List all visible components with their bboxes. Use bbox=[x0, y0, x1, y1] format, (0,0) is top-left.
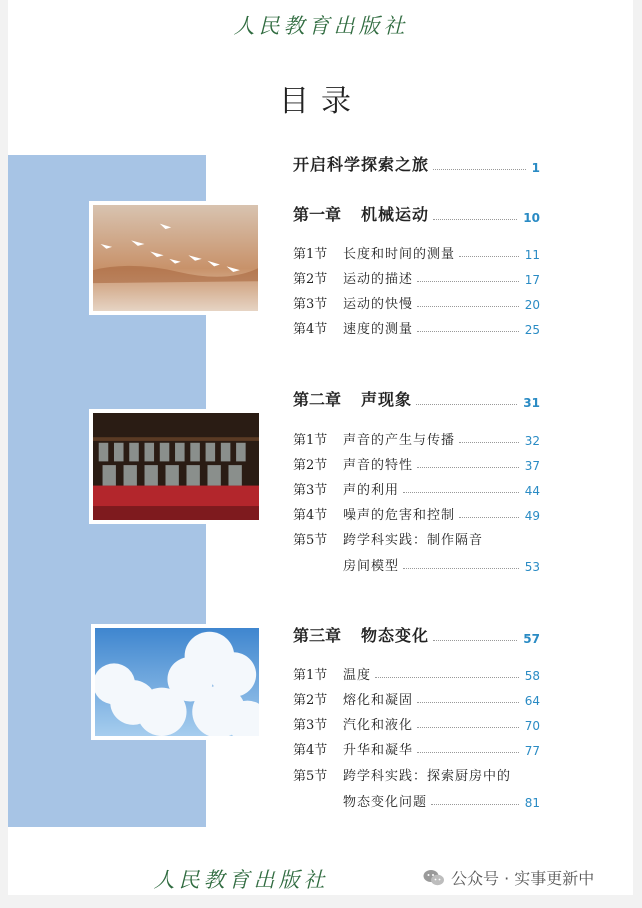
leader-dots bbox=[433, 169, 526, 170]
section-title: 声的利用 bbox=[343, 483, 400, 498]
leader-dots bbox=[417, 752, 519, 753]
section-title: 声音的特性 bbox=[343, 458, 414, 473]
leader-dots bbox=[433, 219, 517, 220]
page-number: 57 bbox=[523, 632, 540, 646]
toc-section[interactable] bbox=[293, 501, 540, 523]
toc-section[interactable] bbox=[293, 661, 540, 683]
leader-dots bbox=[459, 256, 519, 257]
toc-section[interactable] bbox=[293, 290, 540, 312]
chapter-label: 第二章 bbox=[293, 390, 342, 409]
section-title: 跨学科实践：探索厨房中的 bbox=[343, 769, 512, 784]
section-title: 运动的快慢 bbox=[343, 297, 414, 312]
leader-dots bbox=[417, 702, 519, 703]
section-title-line2: 房间模型 bbox=[343, 559, 400, 574]
toc-section-continued[interactable] bbox=[343, 552, 540, 574]
section-number: 第2节 bbox=[293, 458, 328, 473]
section-title: 长度和时间的测量 bbox=[343, 247, 456, 262]
toc-section[interactable] bbox=[293, 476, 540, 498]
page-number: 10 bbox=[523, 211, 540, 225]
section-number: 第3节 bbox=[293, 718, 328, 733]
wechat-icon bbox=[423, 869, 445, 887]
toc-chapter-1[interactable] bbox=[293, 203, 540, 225]
section-number: 第4节 bbox=[293, 508, 328, 523]
page-number: 53 bbox=[524, 560, 540, 574]
section-number: 第2节 bbox=[293, 272, 328, 287]
toc-section[interactable] bbox=[293, 686, 540, 708]
leader-dots bbox=[417, 331, 519, 332]
section-title: 跨学科实践：制作隔音 bbox=[343, 533, 484, 548]
chapter-title: 物态变化 bbox=[361, 626, 430, 645]
page-number: 1 bbox=[531, 161, 540, 175]
section-title: 升华和凝华 bbox=[343, 743, 414, 758]
page-number: 25 bbox=[524, 323, 540, 337]
page-number: 49 bbox=[524, 509, 540, 523]
section-number: 第1节 bbox=[293, 247, 328, 262]
section-title: 汽化和液化 bbox=[343, 718, 414, 733]
section-number: 第5节 bbox=[293, 533, 328, 548]
section-number: 第3节 bbox=[293, 297, 328, 312]
section-number: 第2节 bbox=[293, 693, 328, 708]
page-number: 20 bbox=[524, 298, 540, 312]
leader-dots bbox=[416, 404, 517, 405]
publisher-logo-top: 人民教育出版社 bbox=[233, 14, 409, 38]
section-number: 第5节 bbox=[293, 769, 328, 784]
leader-dots bbox=[417, 281, 519, 282]
leader-dots bbox=[375, 677, 519, 678]
leader-dots bbox=[459, 442, 519, 443]
section-number: 第1节 bbox=[293, 433, 328, 448]
toc-section[interactable] bbox=[293, 426, 540, 448]
page-number: 32 bbox=[524, 434, 540, 448]
leader-dots bbox=[433, 640, 517, 641]
toc-section[interactable] bbox=[293, 711, 540, 733]
page-number: 70 bbox=[524, 719, 540, 733]
chime-bells-photo bbox=[89, 409, 263, 524]
intro-title: 开启科学探索之旅 bbox=[293, 155, 430, 174]
wechat-watermark bbox=[423, 866, 594, 889]
page-number: 17 bbox=[524, 273, 540, 287]
page-number: 77 bbox=[524, 744, 540, 758]
toc-chapter-3[interactable] bbox=[293, 624, 540, 646]
leader-dots bbox=[431, 804, 519, 805]
section-title: 熔化和凝固 bbox=[343, 693, 414, 708]
toc-section[interactable] bbox=[293, 240, 540, 262]
page-title: 目录 bbox=[279, 84, 363, 119]
leader-dots bbox=[417, 467, 519, 468]
section-title: 噪声的危害和控制 bbox=[343, 508, 456, 523]
section-title: 温度 bbox=[343, 668, 372, 683]
page-number: 64 bbox=[524, 694, 540, 708]
chapter-title: 机械运动 bbox=[361, 205, 430, 224]
section-number: 第3节 bbox=[293, 483, 328, 498]
toc-section[interactable] bbox=[293, 265, 540, 287]
toc-section[interactable] bbox=[293, 762, 540, 784]
chapter-title: 声现象 bbox=[361, 390, 413, 409]
cranes-photo bbox=[89, 201, 262, 315]
page-number: 37 bbox=[524, 459, 540, 473]
toc-section-continued[interactable] bbox=[343, 788, 540, 810]
leader-dots bbox=[417, 306, 519, 307]
section-title: 声音的产生与传播 bbox=[343, 433, 456, 448]
toc-section[interactable] bbox=[293, 451, 540, 473]
page-number: 31 bbox=[523, 396, 540, 410]
publisher-logo-bottom: 人民教育出版社 bbox=[153, 868, 329, 892]
chapter-label: 第三章 bbox=[293, 626, 342, 645]
page-number: 11 bbox=[524, 248, 540, 262]
section-number: 第1节 bbox=[293, 668, 328, 683]
section-number: 第4节 bbox=[293, 743, 328, 758]
section-number: 第4节 bbox=[293, 322, 328, 337]
leader-dots bbox=[403, 568, 519, 569]
toc-section[interactable] bbox=[293, 736, 540, 758]
page-number: 81 bbox=[524, 796, 540, 810]
leader-dots bbox=[459, 517, 519, 518]
toc-section[interactable] bbox=[293, 315, 540, 337]
section-title: 速度的测量 bbox=[343, 322, 414, 337]
toc-intro-entry[interactable] bbox=[293, 153, 540, 175]
frost-trees-photo bbox=[91, 624, 263, 740]
leader-dots bbox=[417, 727, 519, 728]
leader-dots bbox=[403, 492, 519, 493]
page-number: 44 bbox=[524, 484, 540, 498]
page-number: 58 bbox=[524, 669, 540, 683]
toc-chapter-2[interactable] bbox=[293, 388, 540, 410]
watermark-text: 公众号 · 实事更新中 bbox=[451, 869, 595, 888]
toc-section[interactable] bbox=[293, 526, 540, 548]
section-title-line2: 物态变化问题 bbox=[343, 795, 428, 810]
section-title: 运动的描述 bbox=[343, 272, 414, 287]
chapter-label: 第一章 bbox=[293, 205, 342, 224]
